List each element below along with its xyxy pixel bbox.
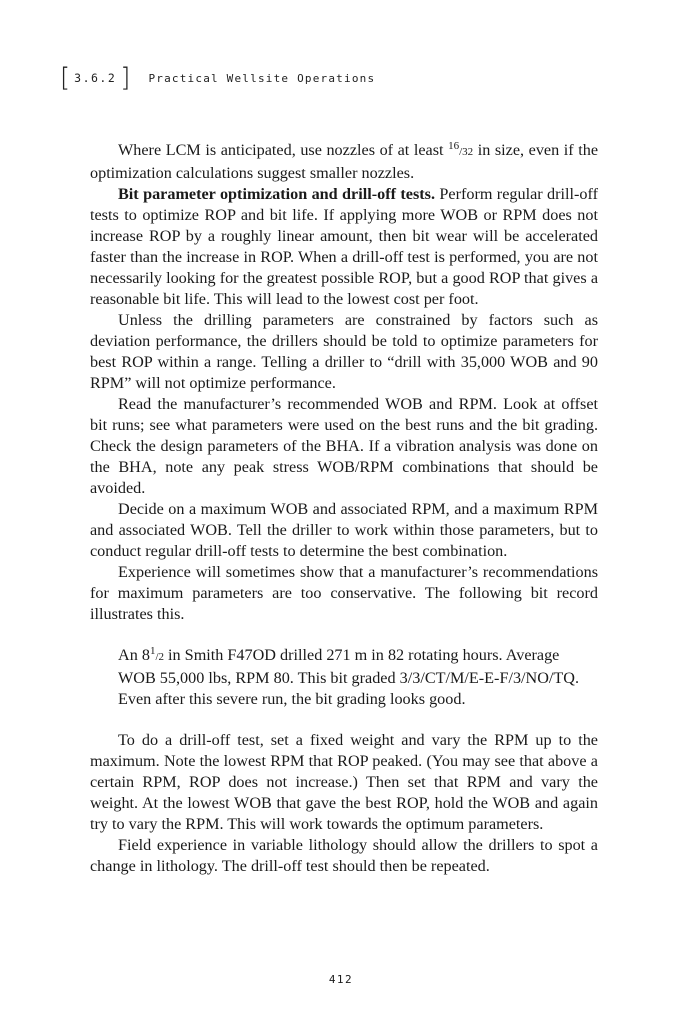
- section-number: 3.6.2: [74, 71, 117, 85]
- fraction-numerator: 16: [448, 140, 460, 152]
- bit-record-text: An $8^1/2$ in Smith F47OD drilled 271 m in 82 rotating hours. Average WOB 55,000 lbs, RPM 80. This bit graded 3/3/CT/M/E-E-F/3/NO/TQ. Even after this severe run, the bit grading looks good.: [118, 645, 580, 708]
- paragraph-manufacturer: Read the manufacturer’s recommended WOB and RPM. Look at offset bit runs; see what parameters were used on the best runs and the bit grading. Check the design parameters of the BHA. If a vibration analysis was done on the BHA, note any peak stress WOB/RPM combinations that should be avoided.: [90, 395, 598, 497]
- paragraph-lithology: Field experience in variable lithology should allow the drillers to spot a change in lithology. The drill-off test should then be repeated.: [90, 836, 598, 875]
- paragraph-drill-off-procedure: To do a drill-off test, set a fixed weight and vary the RPM up to the maximum. Note the lowest RPM that ROP peaked. (You may see that above a certain RPM, ROP does not increase.) Then set that RPM and vary the weight. At the lowest WOB that gave the best ROP, hold the WOB and again try to vary the RPM. This will work towards the optimum parameters.: [90, 731, 598, 833]
- paragraph-constraints: Unless the drilling parameters are constrained by factors such as deviation performance, the drillers should be told to optimize parameters for best ROP within a range. Telling a driller to “drill with 35,000 WOB and 90 RPM” will not optimize performance.: [90, 311, 598, 392]
- paragraph-max-wob: Decide on a maximum WOB and associated RPM, and a maximum RPM and associated WOB. Tell the driller to work within those parameters, but to conduct regular drill-off tests to determine the best combination.: [90, 500, 598, 560]
- header-bracket-open: [: [60, 63, 71, 93]
- fraction-denominator: /32: [459, 146, 474, 158]
- header-bracket-close: ]: [120, 63, 131, 93]
- fraction-numerator: 1: [149, 645, 156, 657]
- page-body: [90, 140, 598, 877]
- book-title: Practical Wellsite Operations: [148, 71, 376, 85]
- paragraph-heading: Bit parameter optimization and drill-off tests.: [118, 185, 435, 203]
- page-number: 412: [328, 973, 354, 986]
- bit-record-quote: [118, 645, 598, 710]
- paragraph-experience: Experience will sometimes show that a manufacturer’s recommendations for maximum parameters are too conservative. The following bit record illustrates this.: [90, 563, 598, 623]
- paragraph-nozzles: Where LCM is anticipated, use nozzles of at least $^{16}$/32 in size, even if the optimization calculations suggest smaller nozzles.: [90, 140, 598, 182]
- fraction-denominator: /2: [155, 651, 164, 663]
- running-header: [60, 64, 375, 92]
- paragraph-bit-optimization: Bit parameter optimization and drill-off tests. Perform regular drill-off tests to optimize ROP and bit life. If applying more WOB or RPM does not increase ROP by a roughly linear amount, then bit wear will be accelerated faster than the increase in ROP. When a drill-off test is performed, you are not necessarily looking for the greatest possible ROP, but a good ROP that gives a reasonable bit life. This will lead to the lowest cost per foot.: [90, 185, 598, 308]
